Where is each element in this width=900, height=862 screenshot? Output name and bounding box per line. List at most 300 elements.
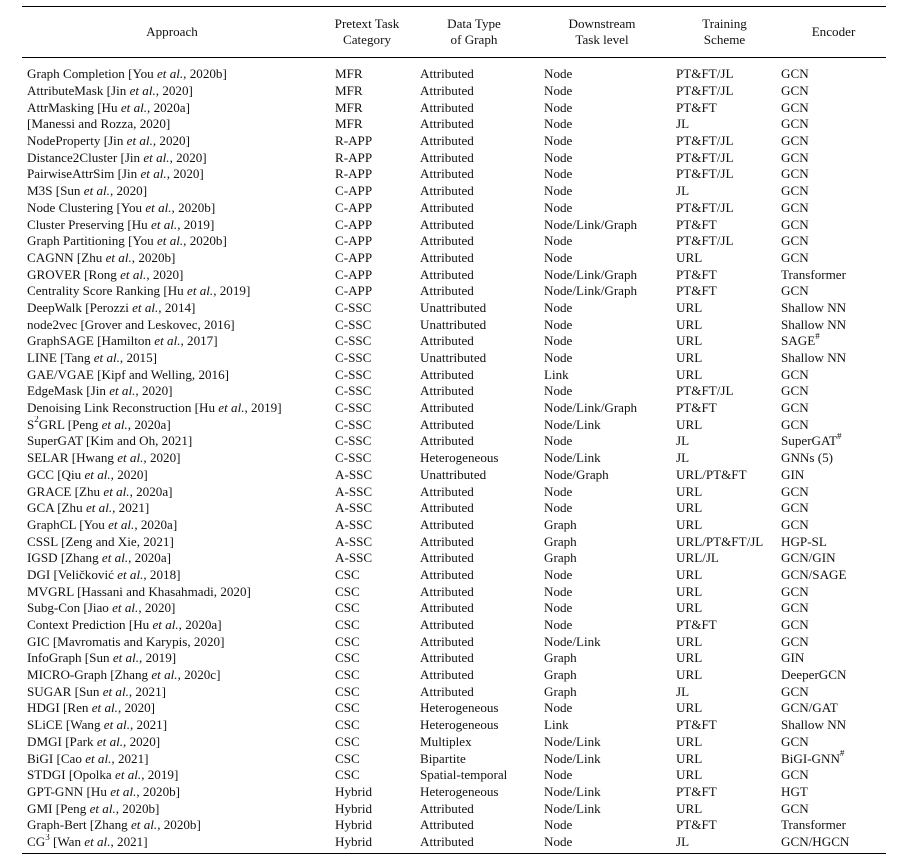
table-row bbox=[22, 233, 886, 250]
task-level-cell: Link bbox=[544, 717, 569, 733]
training-cell: URL bbox=[676, 350, 703, 366]
approach-name: AttrMasking [Hu bbox=[27, 99, 118, 115]
training-cell: URL bbox=[676, 483, 703, 499]
task-level-cell: Node/Link bbox=[544, 750, 601, 766]
approach-cell bbox=[22, 300, 322, 317]
category-cell: A-SSC bbox=[335, 550, 373, 566]
approach-name: [Manessi and Rozza, 2020] bbox=[27, 116, 171, 132]
citation-year: , 2020a] bbox=[128, 550, 172, 566]
citation-year: , 2020] bbox=[143, 450, 181, 466]
encoder-cell: GCN bbox=[781, 767, 809, 783]
table-row bbox=[22, 550, 886, 567]
training-cell: JL bbox=[676, 433, 690, 449]
citation-year: , 2021] bbox=[112, 500, 150, 516]
approach-cell bbox=[22, 250, 322, 267]
encoder-cell: GCN bbox=[781, 66, 809, 82]
training-cell: URL bbox=[676, 600, 703, 616]
task-level-cell: Node bbox=[544, 817, 573, 833]
training-cell: URL bbox=[676, 750, 703, 766]
citation-etal: et al. bbox=[187, 283, 214, 299]
training-cell: PT&FT bbox=[676, 266, 717, 282]
citation-etal: et al. bbox=[117, 566, 144, 582]
encoder-cell: GCN bbox=[781, 516, 809, 532]
category-cell: C-APP bbox=[335, 183, 373, 199]
data-type-cell: Attributed bbox=[420, 149, 474, 165]
data-type-cell: Attributed bbox=[420, 617, 474, 633]
header-encoder: Encoder bbox=[781, 7, 886, 58]
encoder-cell: GCN bbox=[781, 633, 809, 649]
data-type-cell: Attributed bbox=[420, 600, 474, 616]
task-level-cell: Graph bbox=[544, 516, 577, 532]
table-body bbox=[22, 58, 886, 854]
training-cell: PT&FT bbox=[676, 400, 717, 416]
encoder-cell: GIN bbox=[781, 466, 805, 482]
approach-cell bbox=[22, 58, 322, 83]
citation-year: , 2019] bbox=[177, 216, 215, 232]
encoder-cell: GCN bbox=[781, 199, 809, 215]
training-cell: PT&FT/JL bbox=[676, 149, 734, 165]
task-level-cell: Node bbox=[544, 483, 573, 499]
data-type-cell: Attributed bbox=[420, 533, 474, 549]
table-row bbox=[22, 483, 886, 500]
table-row bbox=[22, 633, 886, 650]
table-row bbox=[22, 149, 886, 166]
citation-etal: et al. bbox=[132, 299, 159, 315]
approach-name: GraphSAGE [Hamilton bbox=[27, 333, 152, 349]
approach-name: IGSD [Zhang bbox=[27, 550, 99, 566]
table-row bbox=[22, 467, 886, 484]
approach-cell bbox=[22, 483, 322, 500]
approach-cell bbox=[22, 133, 322, 150]
task-level-cell: Node bbox=[544, 299, 573, 315]
table-row bbox=[22, 333, 886, 350]
approach-cell bbox=[22, 283, 322, 300]
citation-year: , 2020a] bbox=[147, 99, 190, 115]
task-level-cell: Node bbox=[544, 617, 573, 633]
citation-year: , 2017] bbox=[180, 333, 218, 349]
citation-etal: et al. bbox=[110, 783, 137, 799]
training-cell: URL bbox=[676, 316, 703, 332]
encoder-cell: GCN bbox=[781, 400, 809, 416]
citation-year: , 2020] bbox=[123, 733, 161, 749]
table-row bbox=[22, 734, 886, 751]
encoder-cell: GCN bbox=[781, 500, 809, 516]
encoder-cell: GCN bbox=[781, 600, 809, 616]
task-level-cell: Node/Link/Graph bbox=[544, 283, 638, 299]
data-type-cell: Bipartite bbox=[420, 750, 466, 766]
table-row bbox=[22, 216, 886, 233]
citation-etal: et al. bbox=[103, 717, 130, 733]
data-type-cell: Attributed bbox=[420, 183, 474, 199]
approach-cell bbox=[22, 533, 322, 550]
data-type-cell: Spatial-temporal bbox=[420, 767, 508, 783]
category-cell: R-APP bbox=[335, 149, 373, 165]
task-level-cell: Node bbox=[544, 83, 573, 99]
approach-name: GPT-GNN [Hu bbox=[27, 783, 107, 799]
task-level-cell: Node bbox=[544, 700, 573, 716]
task-level-cell: Node/Link bbox=[544, 416, 601, 432]
citation-etal: et al. bbox=[151, 216, 178, 232]
data-type-cell: Heterogeneous bbox=[420, 783, 499, 799]
data-type-cell: Attributed bbox=[420, 650, 474, 666]
data-type-cell: Unattributed bbox=[420, 466, 487, 482]
table-row bbox=[22, 366, 886, 383]
citation-etal: et al. bbox=[102, 683, 129, 699]
table-row bbox=[22, 583, 886, 600]
table-row bbox=[22, 283, 886, 300]
approach-name: PairwiseAttrSim [Jin bbox=[27, 166, 138, 182]
approach-name: AttributeMask [Jin bbox=[27, 83, 127, 99]
encoder-cell: SuperGAT# bbox=[781, 433, 842, 449]
task-level-cell: Node bbox=[544, 233, 573, 249]
data-type-cell: Attributed bbox=[420, 83, 474, 99]
encoder-cell: GCN/GIN bbox=[781, 550, 836, 566]
citation-etal: et al. bbox=[101, 550, 129, 566]
category-cell: CSC bbox=[335, 733, 360, 749]
approach-cell bbox=[22, 383, 322, 400]
citation-year: , 2020a] bbox=[127, 416, 171, 432]
data-type-cell: Attributed bbox=[420, 817, 474, 833]
training-cell: PT&FT bbox=[676, 783, 717, 799]
task-level-cell: Graph bbox=[544, 550, 577, 566]
approach-name: Node Clustering [You bbox=[27, 199, 143, 215]
approach-name: GIC [Mavromatis and Karypis, 2020] bbox=[27, 633, 225, 649]
citation-etal: et al. bbox=[156, 66, 184, 82]
approach-cell bbox=[22, 400, 322, 417]
training-cell: URL bbox=[676, 566, 703, 582]
encoder-cell: Transformer bbox=[781, 817, 846, 833]
encoder-cell: GIN bbox=[781, 650, 805, 666]
header-data-type: Data Type of Graph bbox=[412, 7, 536, 58]
training-cell: PT&FT/JL bbox=[676, 166, 734, 182]
data-type-cell: Attributed bbox=[420, 416, 474, 432]
citation-year: , 2020] bbox=[117, 700, 156, 716]
citation-etal: et al. bbox=[115, 767, 142, 783]
encoder-cell: GCN bbox=[781, 583, 809, 599]
citation-etal: et al. bbox=[126, 133, 153, 149]
approach-cell bbox=[22, 333, 322, 350]
approach-name: HDGI [Ren bbox=[27, 700, 89, 716]
data-type-cell: Attributed bbox=[420, 333, 474, 349]
table-row bbox=[22, 350, 886, 367]
approach-name: DeepWalk [Perozzi bbox=[27, 299, 129, 315]
approach-name: SUGAR [Sun bbox=[27, 683, 100, 699]
approach-cell bbox=[22, 450, 322, 467]
task-level-cell: Node/Link bbox=[544, 733, 601, 749]
citation-year: , 2021] bbox=[128, 683, 166, 699]
category-cell: MFR bbox=[335, 66, 363, 82]
approach-name: GROVER [Rong bbox=[27, 266, 117, 282]
task-level-cell: Node bbox=[544, 199, 573, 215]
approach-name: NodeProperty [Jin bbox=[27, 133, 124, 149]
approach-name: Context Prediction [Hu bbox=[27, 617, 150, 633]
data-type-cell: Attributed bbox=[420, 133, 474, 149]
approach-name: STDGI [Opolka bbox=[27, 767, 112, 783]
approach-name: EdgeMask [Jin bbox=[27, 383, 106, 399]
approach-cell bbox=[22, 800, 322, 817]
approach-name: DMGI [Park bbox=[27, 733, 94, 749]
citation-year: , 2014] bbox=[158, 299, 196, 315]
task-level-cell: Node bbox=[544, 116, 573, 132]
table-row bbox=[22, 750, 886, 767]
citation-year: , 2019] bbox=[139, 650, 177, 666]
approach-cell bbox=[22, 416, 322, 433]
data-type-cell: Unattributed bbox=[420, 299, 487, 315]
table-row bbox=[22, 83, 886, 100]
task-level-cell: Node/Link/Graph bbox=[544, 400, 638, 416]
approach-cell bbox=[22, 116, 322, 133]
category-cell: C-APP bbox=[335, 283, 373, 299]
training-cell: PT&FT/JL bbox=[676, 133, 734, 149]
approach-name: GMI [Peng bbox=[27, 800, 87, 816]
encoder-cell: GCN bbox=[781, 366, 809, 382]
approach-name: GraphCL [You bbox=[27, 516, 105, 532]
category-cell: CSC bbox=[335, 767, 360, 783]
citation-etal: et al. bbox=[89, 800, 116, 816]
task-level-cell: Node/Graph bbox=[544, 466, 609, 482]
encoder-cell: DeeperGCN bbox=[781, 667, 847, 683]
training-cell: URL bbox=[676, 516, 703, 532]
table-row bbox=[22, 800, 886, 817]
encoder-cell: GCN bbox=[781, 617, 809, 633]
table-row bbox=[22, 600, 886, 617]
approach-cell bbox=[22, 216, 322, 233]
citation-year: , 2020b] bbox=[115, 800, 160, 816]
training-cell: URL bbox=[676, 733, 703, 749]
training-cell: JL bbox=[676, 450, 690, 466]
category-cell: CSC bbox=[335, 600, 360, 616]
data-type-cell: Multiplex bbox=[420, 733, 472, 749]
training-cell: PT&FT/JL bbox=[676, 66, 734, 82]
approach-cell bbox=[22, 500, 322, 517]
category-cell: Hybrid bbox=[335, 783, 373, 799]
citation-year: , 2020] bbox=[138, 600, 176, 616]
task-level-cell: Node bbox=[544, 166, 573, 182]
citation-year: , 2020a] bbox=[134, 516, 178, 532]
training-cell: PT&FT bbox=[676, 216, 717, 232]
table-row bbox=[22, 784, 886, 801]
task-level-cell: Node bbox=[544, 433, 573, 449]
category-cell: C-SSC bbox=[335, 299, 372, 315]
data-type-cell: Attributed bbox=[420, 199, 474, 215]
data-type-cell: Attributed bbox=[420, 667, 474, 683]
table-row bbox=[22, 400, 886, 417]
training-cell: URL bbox=[676, 583, 703, 599]
data-type-cell: Attributed bbox=[420, 400, 474, 416]
approach-name: MVGRL [Hassani and Khasahmadi, 2020] bbox=[27, 583, 251, 599]
citation-year: , 2021] bbox=[129, 717, 168, 733]
approach-cell bbox=[22, 366, 322, 383]
data-type-cell: Unattributed bbox=[420, 350, 487, 366]
encoder-cell: HGP-SL bbox=[781, 533, 827, 549]
category-cell: MFR bbox=[335, 116, 363, 132]
task-level-cell: Node/Link/Graph bbox=[544, 266, 638, 282]
citation-etal: et al. bbox=[131, 817, 158, 833]
encoder-cell: GCN bbox=[781, 166, 809, 182]
data-type-cell: Attributed bbox=[420, 166, 474, 182]
approach-name: Centrality Score Ranking [Hu bbox=[27, 283, 184, 299]
data-type-cell: Attributed bbox=[420, 500, 474, 516]
training-cell: PT&FT/JL bbox=[676, 83, 734, 99]
approach-name: DGI [Veličković bbox=[27, 566, 114, 582]
data-type-cell: Attributed bbox=[420, 233, 474, 249]
approach-cell bbox=[22, 717, 322, 734]
training-cell: JL bbox=[676, 116, 690, 132]
task-level-cell: Node/Link bbox=[544, 800, 601, 816]
citation-etal: et al. bbox=[143, 149, 170, 165]
citation-year: , 2020] bbox=[110, 466, 148, 482]
approach-name: GCA [Zhu bbox=[27, 500, 83, 516]
table-row bbox=[22, 834, 886, 854]
data-type-cell: Attributed bbox=[420, 800, 474, 816]
approach-cell bbox=[22, 550, 322, 567]
citation-year: , 2021] bbox=[111, 750, 149, 766]
citation-etal: et al. bbox=[154, 333, 181, 349]
citation-etal: et al. bbox=[84, 466, 111, 482]
encoder-cell: GNNs (5) bbox=[781, 450, 834, 466]
approach-name: node2vec [Grover and Leskovec, 2016] bbox=[27, 316, 235, 332]
category-cell: C-APP bbox=[335, 233, 373, 249]
training-cell: JL bbox=[676, 183, 690, 199]
approach-cell bbox=[22, 567, 322, 584]
data-type-cell: Attributed bbox=[420, 516, 474, 532]
training-cell: PT&FT bbox=[676, 717, 717, 733]
approach-cell bbox=[22, 517, 322, 534]
encoder-cell: GCN bbox=[781, 249, 809, 265]
approach-cell bbox=[22, 734, 322, 751]
encoder-cell: GCN/SAGE bbox=[781, 566, 847, 582]
approach-cell bbox=[22, 316, 322, 333]
table-row bbox=[22, 99, 886, 116]
citation-etal: et al. bbox=[129, 83, 156, 99]
encoder-cell: GCN/HGCN bbox=[781, 834, 886, 854]
citation-year: , 2020] bbox=[166, 166, 204, 182]
data-type-cell: Attributed bbox=[420, 266, 474, 282]
encoder-cell: Shallow NN bbox=[781, 717, 847, 733]
approach-name: BiGI [Cao bbox=[27, 750, 82, 766]
encoder-cell: GCN bbox=[781, 83, 809, 99]
data-type-cell: Attributed bbox=[420, 583, 474, 599]
citation-year: , 2020b] bbox=[136, 783, 181, 799]
table-row bbox=[22, 183, 886, 200]
table-row bbox=[22, 433, 886, 450]
task-level-cell: Node bbox=[544, 66, 573, 82]
approach-name: MICRO-Graph [Zhang bbox=[27, 667, 149, 683]
table-row bbox=[22, 416, 886, 433]
table-row bbox=[22, 300, 886, 317]
task-level-cell: Node bbox=[544, 149, 573, 165]
table-row bbox=[22, 567, 886, 584]
data-type-cell: Attributed bbox=[420, 483, 474, 499]
encoder-cell: GCN bbox=[781, 283, 809, 299]
task-level-cell: Node/Link/Graph bbox=[544, 216, 638, 232]
task-level-cell: Node bbox=[544, 133, 573, 149]
citation-year: , 2018] bbox=[143, 566, 181, 582]
category-cell: CSC bbox=[335, 650, 360, 666]
category-cell: C-SSC bbox=[335, 416, 372, 432]
task-level-cell: Node bbox=[536, 834, 668, 854]
training-cell: URL bbox=[676, 500, 703, 516]
training-cell: URL bbox=[676, 366, 703, 382]
training-cell: URL/PT&FT bbox=[676, 466, 747, 482]
category-cell: CSC bbox=[335, 667, 360, 683]
header-task-level: Downstream Task level bbox=[536, 7, 668, 58]
encoder-cell: Shallow NN bbox=[781, 316, 847, 332]
category-cell: CSC bbox=[335, 566, 360, 582]
citation-year: , 2020a] bbox=[129, 483, 173, 499]
approach-cell bbox=[22, 266, 322, 283]
table-row bbox=[22, 767, 886, 784]
task-level-cell: Node/Link bbox=[544, 633, 601, 649]
task-level-cell: Node bbox=[544, 600, 573, 616]
task-level-cell: Node/Link bbox=[544, 450, 601, 466]
data-type-cell: Attributed bbox=[412, 834, 536, 854]
approach-name: Graph Completion [You bbox=[27, 66, 154, 82]
task-level-cell: Node bbox=[544, 350, 573, 366]
task-level-cell: Node bbox=[544, 249, 573, 265]
training-cell: PT&FT/JL bbox=[676, 233, 734, 249]
approach-cell bbox=[22, 700, 322, 717]
approach-name: InfoGraph [Sun bbox=[27, 650, 110, 666]
approach-cell bbox=[22, 166, 322, 183]
approach-name: SuperGAT [Kim and Oh, 2021] bbox=[27, 433, 193, 449]
task-level-cell: Node bbox=[544, 500, 573, 516]
task-level-cell: Graph bbox=[544, 650, 577, 666]
category-cell: R-APP bbox=[335, 166, 373, 182]
citation-year: , 2020b] bbox=[171, 199, 216, 215]
citation-etal: et al. bbox=[151, 667, 178, 683]
approach-name: M3S [Sun bbox=[27, 183, 81, 199]
training-cell: JL bbox=[668, 834, 781, 854]
approach-name: Graph-Bert [Zhang bbox=[27, 817, 128, 833]
data-type-cell: Attributed bbox=[420, 216, 474, 232]
table-row bbox=[22, 517, 886, 534]
approach-cell bbox=[22, 834, 322, 854]
task-level-cell: Node bbox=[544, 333, 573, 349]
category-cell: C-APP bbox=[335, 249, 373, 265]
table-row bbox=[22, 717, 886, 734]
citation-etal: et al. bbox=[96, 733, 124, 749]
training-cell: PT&FT/JL bbox=[676, 199, 734, 215]
approach-name: CSSL [Zeng and Xie, 2021] bbox=[27, 533, 174, 549]
citation-etal: et al. bbox=[156, 233, 184, 249]
approach-cell bbox=[22, 667, 322, 684]
table-row bbox=[22, 58, 886, 83]
citation-etal: et al. bbox=[85, 500, 113, 516]
training-cell: JL bbox=[676, 683, 690, 699]
approach-name: $CG^3$ [Wan et al., 2021] bbox=[27, 833, 148, 849]
citation-etal: et al. bbox=[112, 600, 139, 616]
table-row bbox=[22, 667, 886, 684]
header-training: Training Scheme bbox=[668, 7, 781, 58]
data-type-cell: Attributed bbox=[420, 366, 474, 382]
approach-cell bbox=[22, 200, 322, 217]
table-row bbox=[22, 316, 886, 333]
citation-year: , 2020] bbox=[152, 133, 190, 149]
approach-name: Subg-Con [Jiao bbox=[27, 600, 109, 616]
category-cell: Hybrid bbox=[322, 834, 412, 854]
category-cell: C-SSC bbox=[335, 450, 372, 466]
approach-cell bbox=[22, 767, 322, 784]
training-cell: URL bbox=[676, 299, 703, 315]
citation-year: , 2020b] bbox=[183, 233, 227, 249]
task-level-cell: Link bbox=[544, 366, 569, 382]
category-cell: A-SSC bbox=[335, 500, 373, 516]
citation-year: , 2019] bbox=[213, 283, 251, 299]
training-cell: URL/JL bbox=[676, 550, 719, 566]
encoder-cell: GCN bbox=[781, 216, 809, 232]
citation-year: , 2020a] bbox=[178, 617, 222, 633]
